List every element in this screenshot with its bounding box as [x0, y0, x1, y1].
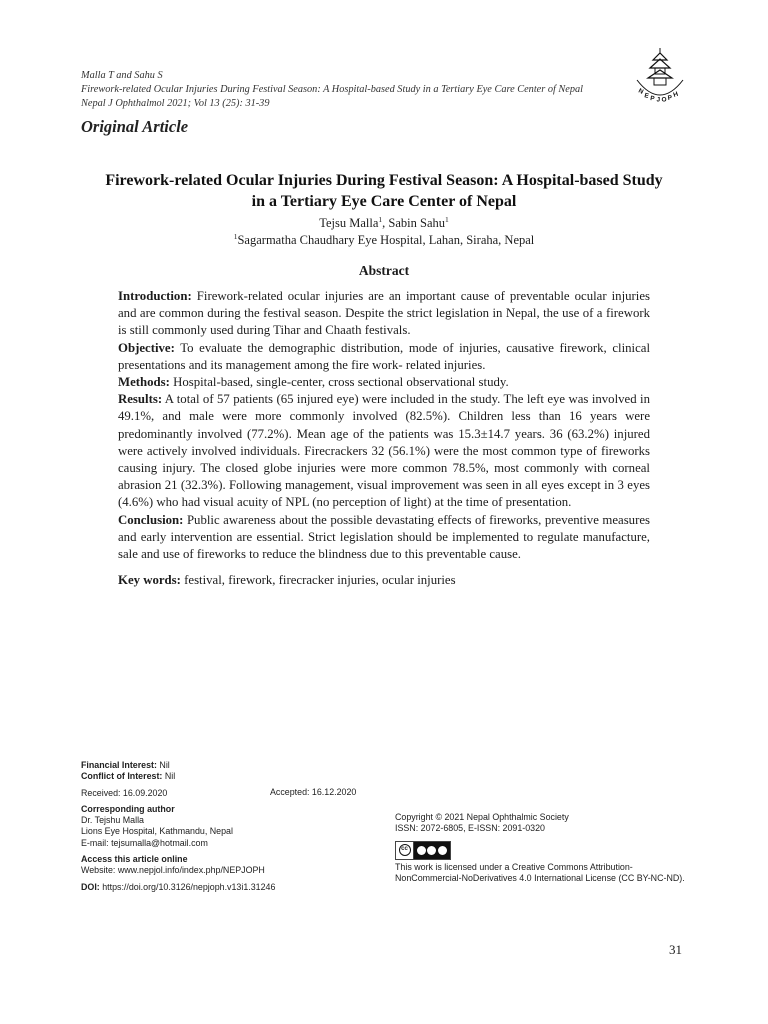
cc-by-icon	[417, 846, 426, 855]
author-name: Tejsu Malla	[319, 216, 379, 230]
results-label: Results:	[118, 392, 163, 407]
author-separator: ,	[382, 216, 389, 230]
corresponding-name: Dr. Tejshu Malla	[81, 815, 144, 826]
author-list	[100, 215, 668, 232]
affiliation-marker: 1	[445, 214, 449, 224]
methods-label: Methods:	[118, 375, 170, 390]
accepted-date: Accepted: 16.12.2020	[270, 787, 357, 797]
financial-value: Nil	[159, 760, 170, 770]
access-label-text: Access this article online	[81, 854, 188, 865]
affiliation-text: Sagarmatha Chaudhary Eye Hospital, Lahan, Siraha, Nepal	[237, 233, 535, 247]
conflict-label: Conflict of Interest:	[81, 771, 163, 782]
keywords-label: Key words:	[118, 573, 181, 588]
author-affiliation	[100, 232, 668, 249]
conclusion-text: Public awareness about the possible devastating effects of fireworks, preventive measures and early intervention are essential. Strict legislation should be implemented to regulate manufacture, sale and use of fireworks to reduce the blindness due to this preventable cause.	[118, 512, 650, 562]
cc-license-badge-icon	[395, 841, 451, 860]
svg-text:O: O	[661, 96, 667, 104]
header-authors: Malla T and Sahu S	[81, 70, 163, 81]
introduction-text: Firework-related ocular injuries are an important cause of preventable ocular injuries and are common during the festival season. Despite the strict legislation in Nepal, the use of a firework is still commonly used during Tihar and Chaath festivals.	[118, 289, 651, 338]
results-text: A total of 57 patients (65 injured eye) were included in the study. The left eye was involved in 49.1%, and male were more commonly involved (82.5%). Children less than 16 years were predominantly involved (77.2%). Mean age of the patients was 15.3±14.7 years. 36 (63.2%) injured were actively involved individuals. Firecrackers 32 (56.1%) were the most common type of fireworks causing injury. The closed globe injuries were more common 78.5%, most commonly with corneal abrasion 21 (32.3%). Following management, visual improvement was seen in all eyes except in 3 eyes (4.6%) who had visual acuity of NPL (no perception of light) at the time of presentation.	[118, 392, 650, 510]
received-date: Received: 16.09.2020	[81, 787, 168, 798]
abstract-conclusion	[118, 512, 650, 564]
article-type-label: Original Article	[81, 117, 189, 136]
author-name: Sabin Sahu	[388, 216, 446, 230]
abstract-keywords	[118, 572, 650, 589]
page-number: 31	[669, 942, 682, 957]
objective-label: Objective:	[118, 340, 175, 355]
methods-text: Hospital-based, single-center, cross sectional observational study.	[173, 375, 509, 390]
corresponding-address: Lions Eye Hospital, Kathmandu, Nepal	[81, 826, 233, 837]
abstract-results	[118, 391, 650, 511]
affiliation-marker: 1	[378, 214, 383, 224]
nepjoph-logo-icon	[631, 46, 689, 108]
abstract-introduction	[118, 288, 650, 340]
conflict-value: Nil	[164, 771, 176, 782]
corresponding-email: E-mail: tejsumalla@hotmail.com	[81, 837, 208, 848]
meta-right-column	[395, 812, 695, 884]
meta-left-column	[81, 760, 381, 893]
svg-text:N: N	[637, 87, 645, 96]
keywords-text: festival, firework, firecracker injuries, ocular injuries	[184, 573, 456, 588]
financial-label: Financial Interest:	[81, 760, 157, 770]
conclusion-label: Conclusion:	[118, 512, 184, 527]
license-text: This work is licensed under a Creative Commons Attribution-NonCommercial-NoDerivatives 4.0 International License (CC BY-NC-ND).	[395, 861, 685, 883]
abstract-objective	[118, 340, 650, 374]
header-title: Firework-related Ocular Injuries During Festival Season: A Hospital-based Study in a Tertiary Eye Care Center of Nepal	[81, 84, 584, 95]
introduction-label: Introduction:	[118, 289, 192, 303]
abstract-body	[118, 288, 650, 589]
article-website: Website: www.nepjol.info/index.php/NEPJOPH	[81, 865, 265, 876]
affiliation-marker: 1	[233, 231, 238, 241]
running-header	[81, 69, 641, 111]
abstract-methods	[118, 374, 650, 391]
financial-interest	[81, 760, 381, 771]
doi-value: https://doi.org/10.3126/nepjoph.v13i1.31246	[102, 881, 276, 892]
cc-nc-icon	[427, 846, 436, 855]
article-doi	[81, 882, 381, 893]
access-online-label	[81, 854, 381, 865]
svg-text:E: E	[643, 92, 650, 101]
corresponding-author-label	[81, 804, 381, 815]
svg-text:H: H	[672, 90, 680, 99]
conflict-of-interest	[81, 771, 381, 782]
svg-text:P: P	[667, 94, 673, 102]
cc-nd-icon	[438, 846, 447, 855]
copyright-notice: Copyright © 2021 Nepal Ophthalmic Society	[395, 812, 569, 822]
svg-text:J: J	[656, 96, 661, 104]
header-citation: Nepal J Ophthalmol 2021; Vol 13 (25): 31-39	[81, 98, 270, 109]
cc-circle-icon: cc	[399, 844, 411, 856]
svg-text:P: P	[649, 95, 655, 103]
article-title: Firework-related Ocular Injuries During Festival Season: A Hospital-based Study in a Tertiary Eye Care Center of Nepal	[105, 172, 663, 210]
objective-text: To evaluate the demographic distribution, mode of injuries, causative firework, clinical presentations and its management among the fire work- related injuries.	[118, 340, 650, 372]
issn: ISSN: 2072-6805, E-ISSN: 2091-0320	[395, 823, 545, 834]
abstract-heading: Abstract	[358, 263, 410, 278]
corresponding-label-text: Corresponding author	[81, 803, 175, 814]
doi-label: DOI:	[81, 881, 100, 892]
